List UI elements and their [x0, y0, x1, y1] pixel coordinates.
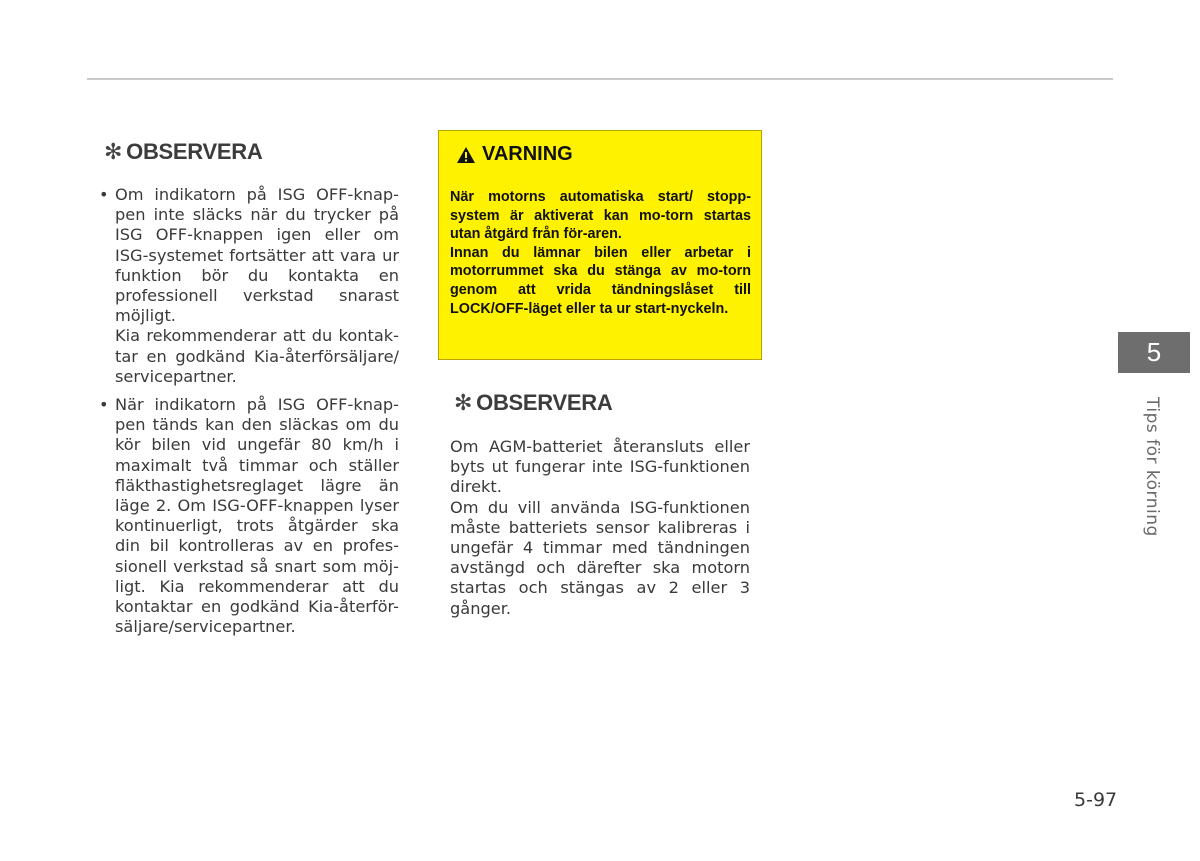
- page-number: 5-97: [1074, 789, 1118, 811]
- mid-paragraph: Om AGM-batteriet återansluts eller byts ut fungerar inte ISG-funktionen direkt.: [450, 437, 750, 497]
- mid-column: [450, 437, 750, 619]
- asterisk-icon: ✻: [454, 390, 473, 415]
- warning-paragraph: När motorns automatiska start/ stopp-system är aktiverat kan mo-torn startas utan åtgärd från för-aren.: [450, 189, 751, 243]
- chapter-number: 5: [1146, 337, 1162, 367]
- warning-paragraph: Innan du lämnar bilen eller arbetar i motorrummet ska du stänga av mo-torn genom att vrida tändningslåset till LOCK/OFF-läget eller ta ur start-nyckeln.: [450, 244, 751, 317]
- bullet-item: [99, 185, 399, 387]
- bullet-dot: •: [99, 185, 109, 204]
- asterisk-icon: ✻: [104, 139, 123, 164]
- bullet-text: När indikatorn på ISG OFF-knap-pen tänds kan den släckas om du kör bilen vid ungefär 80 km/h i maximalt två timmar och ställer fläkthastighetsreglaget lägre än läge 2. Om ISG-OFF-knappen lyser kontinuerligt, trots åtgärder ska din bil kontrolleras av en profes-sionell verkstad så snart som möj-ligt. Kia rekommenderar att du kontaktar en godkänd Kia-återför-säljare/servicepartner.: [115, 395, 399, 637]
- observera-heading-left-text: OBSERVERA: [126, 139, 263, 164]
- observera-heading-mid-text: OBSERVERA: [476, 390, 613, 415]
- bullet-item: [99, 395, 399, 637]
- mid-paragraph: Om du vill använda ISG-funktionen måste batteriets sensor kalibreras i ungefär 4 timmar med tändningen avstängd och därefter ska motorn startas och stängas av 2 eller 3 gånger.: [450, 497, 750, 618]
- bullet-text: Om indikatorn på ISG OFF-knap-pen inte släcks när du trycker på ISG OFF-knappen igen eller om ISG-systemet fortsätter att vara ur funktion bör du kontakta en professionell verkstad snarast möjligt.: [115, 185, 399, 326]
- bullet-dot: •: [99, 395, 109, 415]
- left-column: [99, 185, 399, 645]
- observera-heading-mid: [454, 390, 612, 416]
- warning-title-text: VARNING: [482, 143, 573, 165]
- warning-text: [450, 188, 751, 318]
- bullet-extra-text: Kia rekommenderar att du kontak-tar en godkänd Kia-återförsäljare/ servicepartner.: [115, 326, 399, 386]
- warning-title: [456, 143, 573, 166]
- top-rule: [87, 78, 1113, 80]
- chapter-title: Tips för körning: [1142, 397, 1162, 537]
- observera-heading-left: [104, 139, 262, 165]
- chapter-tab: [1118, 332, 1190, 373]
- warning-triangle-icon: [456, 146, 476, 164]
- warning-box: [438, 130, 762, 360]
